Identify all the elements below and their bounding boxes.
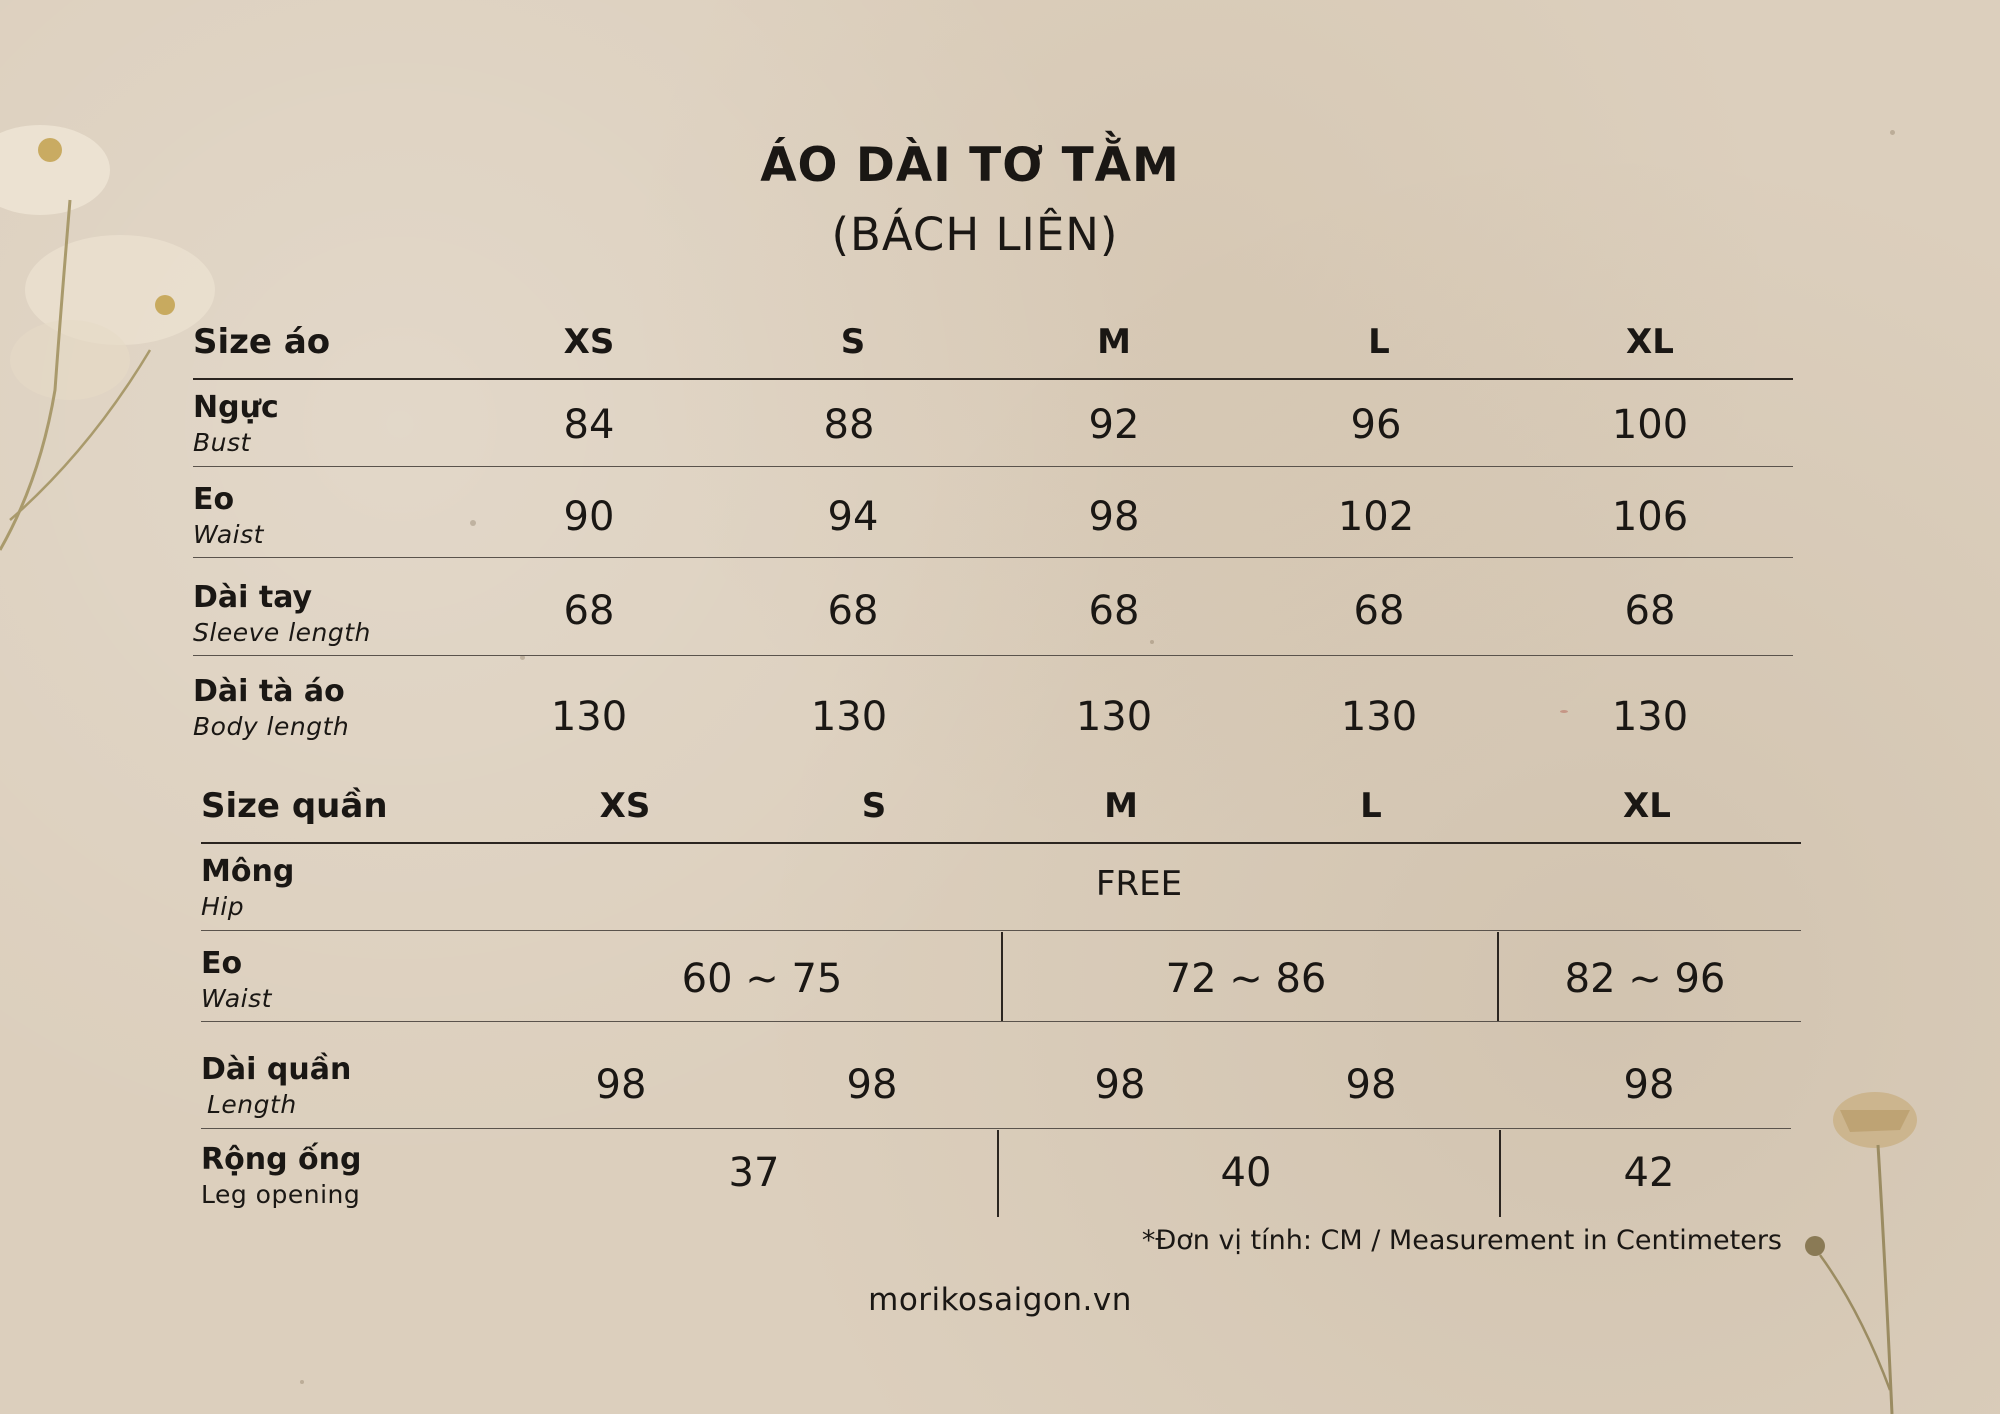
row-label-sleeve-en: Sleeve length	[193, 618, 371, 647]
sleeve-xs-value: 68	[563, 588, 615, 634]
unit-note: *Đơn vị tính: CM / Measurement in Centimeters	[1141, 1225, 1782, 1256]
sleeve-xl-value: 68	[1624, 588, 1676, 634]
size-column-xl: XL	[1626, 322, 1674, 362]
row-divider	[201, 1021, 1801, 1022]
pants-size-column-s: S	[861, 786, 887, 826]
top-table-header: Size áo	[193, 322, 331, 362]
bust-s-value: 88	[823, 402, 875, 448]
row-label-pants-waist-vn: Eo	[201, 946, 243, 981]
bust-l-value: 96	[1350, 402, 1402, 448]
page-subtitle: (BÁCH LIÊN)	[831, 208, 1119, 261]
header-divider	[193, 378, 1793, 380]
bust-xl-value: 100	[1611, 402, 1689, 448]
sleeve-m-value: 68	[1088, 588, 1140, 634]
paper-speck	[1890, 130, 1895, 135]
column-separator	[1497, 932, 1499, 1022]
row-label-body-vn: Dài tà áo	[193, 674, 345, 709]
pants-waist-xs-s-value: 60 ~ 75	[681, 956, 843, 1002]
body-l-value: 130	[1340, 694, 1418, 740]
row-label-pants-length-en: Length	[207, 1090, 297, 1119]
pants-length-xs-value: 98	[595, 1062, 647, 1108]
pants-length-m-value: 98	[1094, 1062, 1146, 1108]
pressed-flower-right-icon	[1800, 1060, 2000, 1414]
pants-size-column-xl: XL	[1623, 786, 1671, 826]
size-column-m: M	[1097, 322, 1131, 362]
row-label-hip-vn: Mông	[201, 854, 295, 889]
row-label-sleeve-vn: Dài tay	[193, 580, 313, 615]
pants-size-column-xs: XS	[599, 786, 651, 826]
row-label-pants-length-vn: Dài quần	[201, 1052, 352, 1087]
pants-length-l-value: 98	[1345, 1062, 1397, 1108]
page-title: ÁO DÀI TƠ TẰM	[760, 138, 1180, 193]
leg-m-l-value: 40	[1220, 1150, 1272, 1196]
column-separator	[997, 1130, 999, 1217]
row-label-bust-vn: Ngực	[193, 390, 279, 425]
size-column-l: L	[1368, 322, 1390, 362]
pants-size-table	[201, 780, 1801, 1220]
row-label-leg-en: Leg opening	[201, 1180, 361, 1209]
row-divider	[193, 655, 1793, 656]
row-divider	[201, 930, 1801, 931]
column-separator	[1001, 932, 1003, 1022]
column-separator	[1499, 1130, 1501, 1217]
header-divider	[201, 842, 1801, 844]
row-divider	[193, 557, 1793, 558]
body-xl-value: 130	[1611, 694, 1689, 740]
bust-m-value: 92	[1088, 402, 1140, 448]
sleeve-s-value: 68	[827, 588, 879, 634]
size-column-xs: XS	[563, 322, 615, 362]
leg-xl-value: 42	[1623, 1150, 1675, 1196]
body-xs-value: 130	[550, 694, 628, 740]
waist-xs-value: 90	[563, 494, 615, 540]
paper-speck	[300, 1380, 304, 1384]
pants-size-column-l: L	[1360, 786, 1382, 826]
bust-xs-value: 84	[563, 402, 615, 448]
row-divider	[201, 1128, 1791, 1129]
website-link[interactable]: morikosaigon.vn	[868, 1282, 1132, 1318]
waist-s-value: 94	[827, 494, 879, 540]
hip-free-value: FREE	[1095, 864, 1183, 904]
row-label-waist-en: Waist	[193, 520, 264, 549]
pants-length-xl-value: 98	[1623, 1062, 1675, 1108]
size-column-s: S	[840, 322, 866, 362]
body-s-value: 130	[810, 694, 888, 740]
row-label-body-en: Body length	[193, 712, 350, 741]
row-divider	[193, 466, 1793, 467]
pants-size-column-m: M	[1104, 786, 1138, 826]
row-label-bust-en: Bust	[193, 428, 251, 457]
row-label-pants-waist-en: Waist	[201, 984, 272, 1013]
pants-table-header: Size quần	[201, 786, 388, 826]
pants-waist-xl-value: 82 ~ 96	[1564, 956, 1726, 1002]
row-label-hip-en: Hip	[201, 892, 245, 921]
waist-l-value: 102	[1337, 494, 1415, 540]
row-label-waist-vn: Eo	[193, 482, 235, 517]
top-size-table	[193, 316, 1793, 756]
leg-xs-s-value: 37	[728, 1150, 780, 1196]
pants-length-s-value: 98	[846, 1062, 898, 1108]
waist-m-value: 98	[1088, 494, 1140, 540]
row-label-leg-vn: Rộng ống	[201, 1142, 362, 1177]
pants-waist-m-l-value: 72 ~ 86	[1165, 956, 1327, 1002]
body-m-value: 130	[1075, 694, 1153, 740]
waist-xl-value: 106	[1611, 494, 1689, 540]
sleeve-l-value: 68	[1353, 588, 1405, 634]
